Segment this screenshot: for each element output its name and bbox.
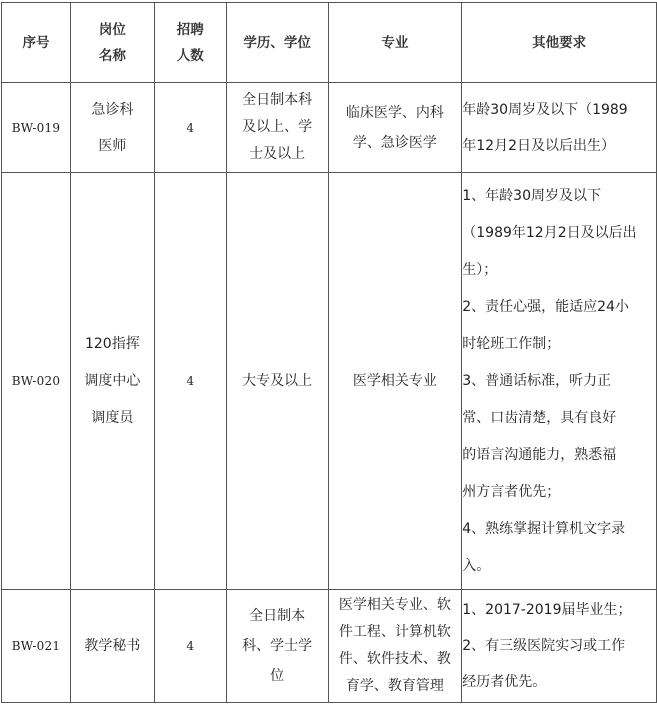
- row-count: 4: [154, 83, 226, 173]
- row-position: 教学秘书: [70, 590, 154, 703]
- row-major: 医学相关专业、软 件工程、计算机软 件、软件技术、教 育学、教育管理: [328, 590, 462, 703]
- header-other: 其他要求: [462, 3, 657, 83]
- recruitment-table: [1, 2, 657, 703]
- header-major: 专业: [328, 3, 462, 83]
- table-row: [2, 83, 657, 173]
- row-education: 全日制本 科、学士学 位: [226, 590, 328, 703]
- row-position: 120指挥 调度中心 调度员: [70, 173, 154, 590]
- header-no: 序号: [2, 3, 71, 83]
- row-no: BW-019: [2, 83, 71, 173]
- header-education: 学历、学位: [226, 3, 328, 83]
- row-other: 年龄30周岁及以下（1989 年12月2日及以后出生）: [462, 83, 657, 173]
- row-education: 大专及以上: [226, 173, 328, 590]
- row-major: 临床医学、内科 学、急诊医学: [328, 83, 462, 173]
- row-count: 4: [154, 590, 226, 703]
- table-row: [2, 173, 657, 590]
- header-row: [2, 3, 657, 83]
- header-count: 招聘 人数: [154, 3, 226, 83]
- row-no: BW-021: [2, 590, 71, 703]
- row-other: 1、年龄30周岁及以下 （1989年12月2日及以后出 生）； 2、责任心强，能适应24小 时轮班工作制； 3、普通话标准，听力正 常、口齿清楚，具有良好 的语言沟通能力，熟悉福 州方言者优先； 4、熟练掌握计算机文字录 入。: [462, 173, 657, 590]
- row-other: 1、2017-2019届毕业生； 2、有三级医院实习或工作 经历者优先。: [462, 590, 657, 703]
- header-position: 岗位 名称: [70, 3, 154, 83]
- table-row: [2, 590, 657, 703]
- row-count: 4: [154, 173, 226, 590]
- row-position: 急诊科 医师: [70, 83, 154, 173]
- row-no: BW-020: [2, 173, 71, 590]
- row-major: 医学相关专业: [328, 173, 462, 590]
- row-education: 全日制本科 及以上、学 士及以上: [226, 83, 328, 173]
